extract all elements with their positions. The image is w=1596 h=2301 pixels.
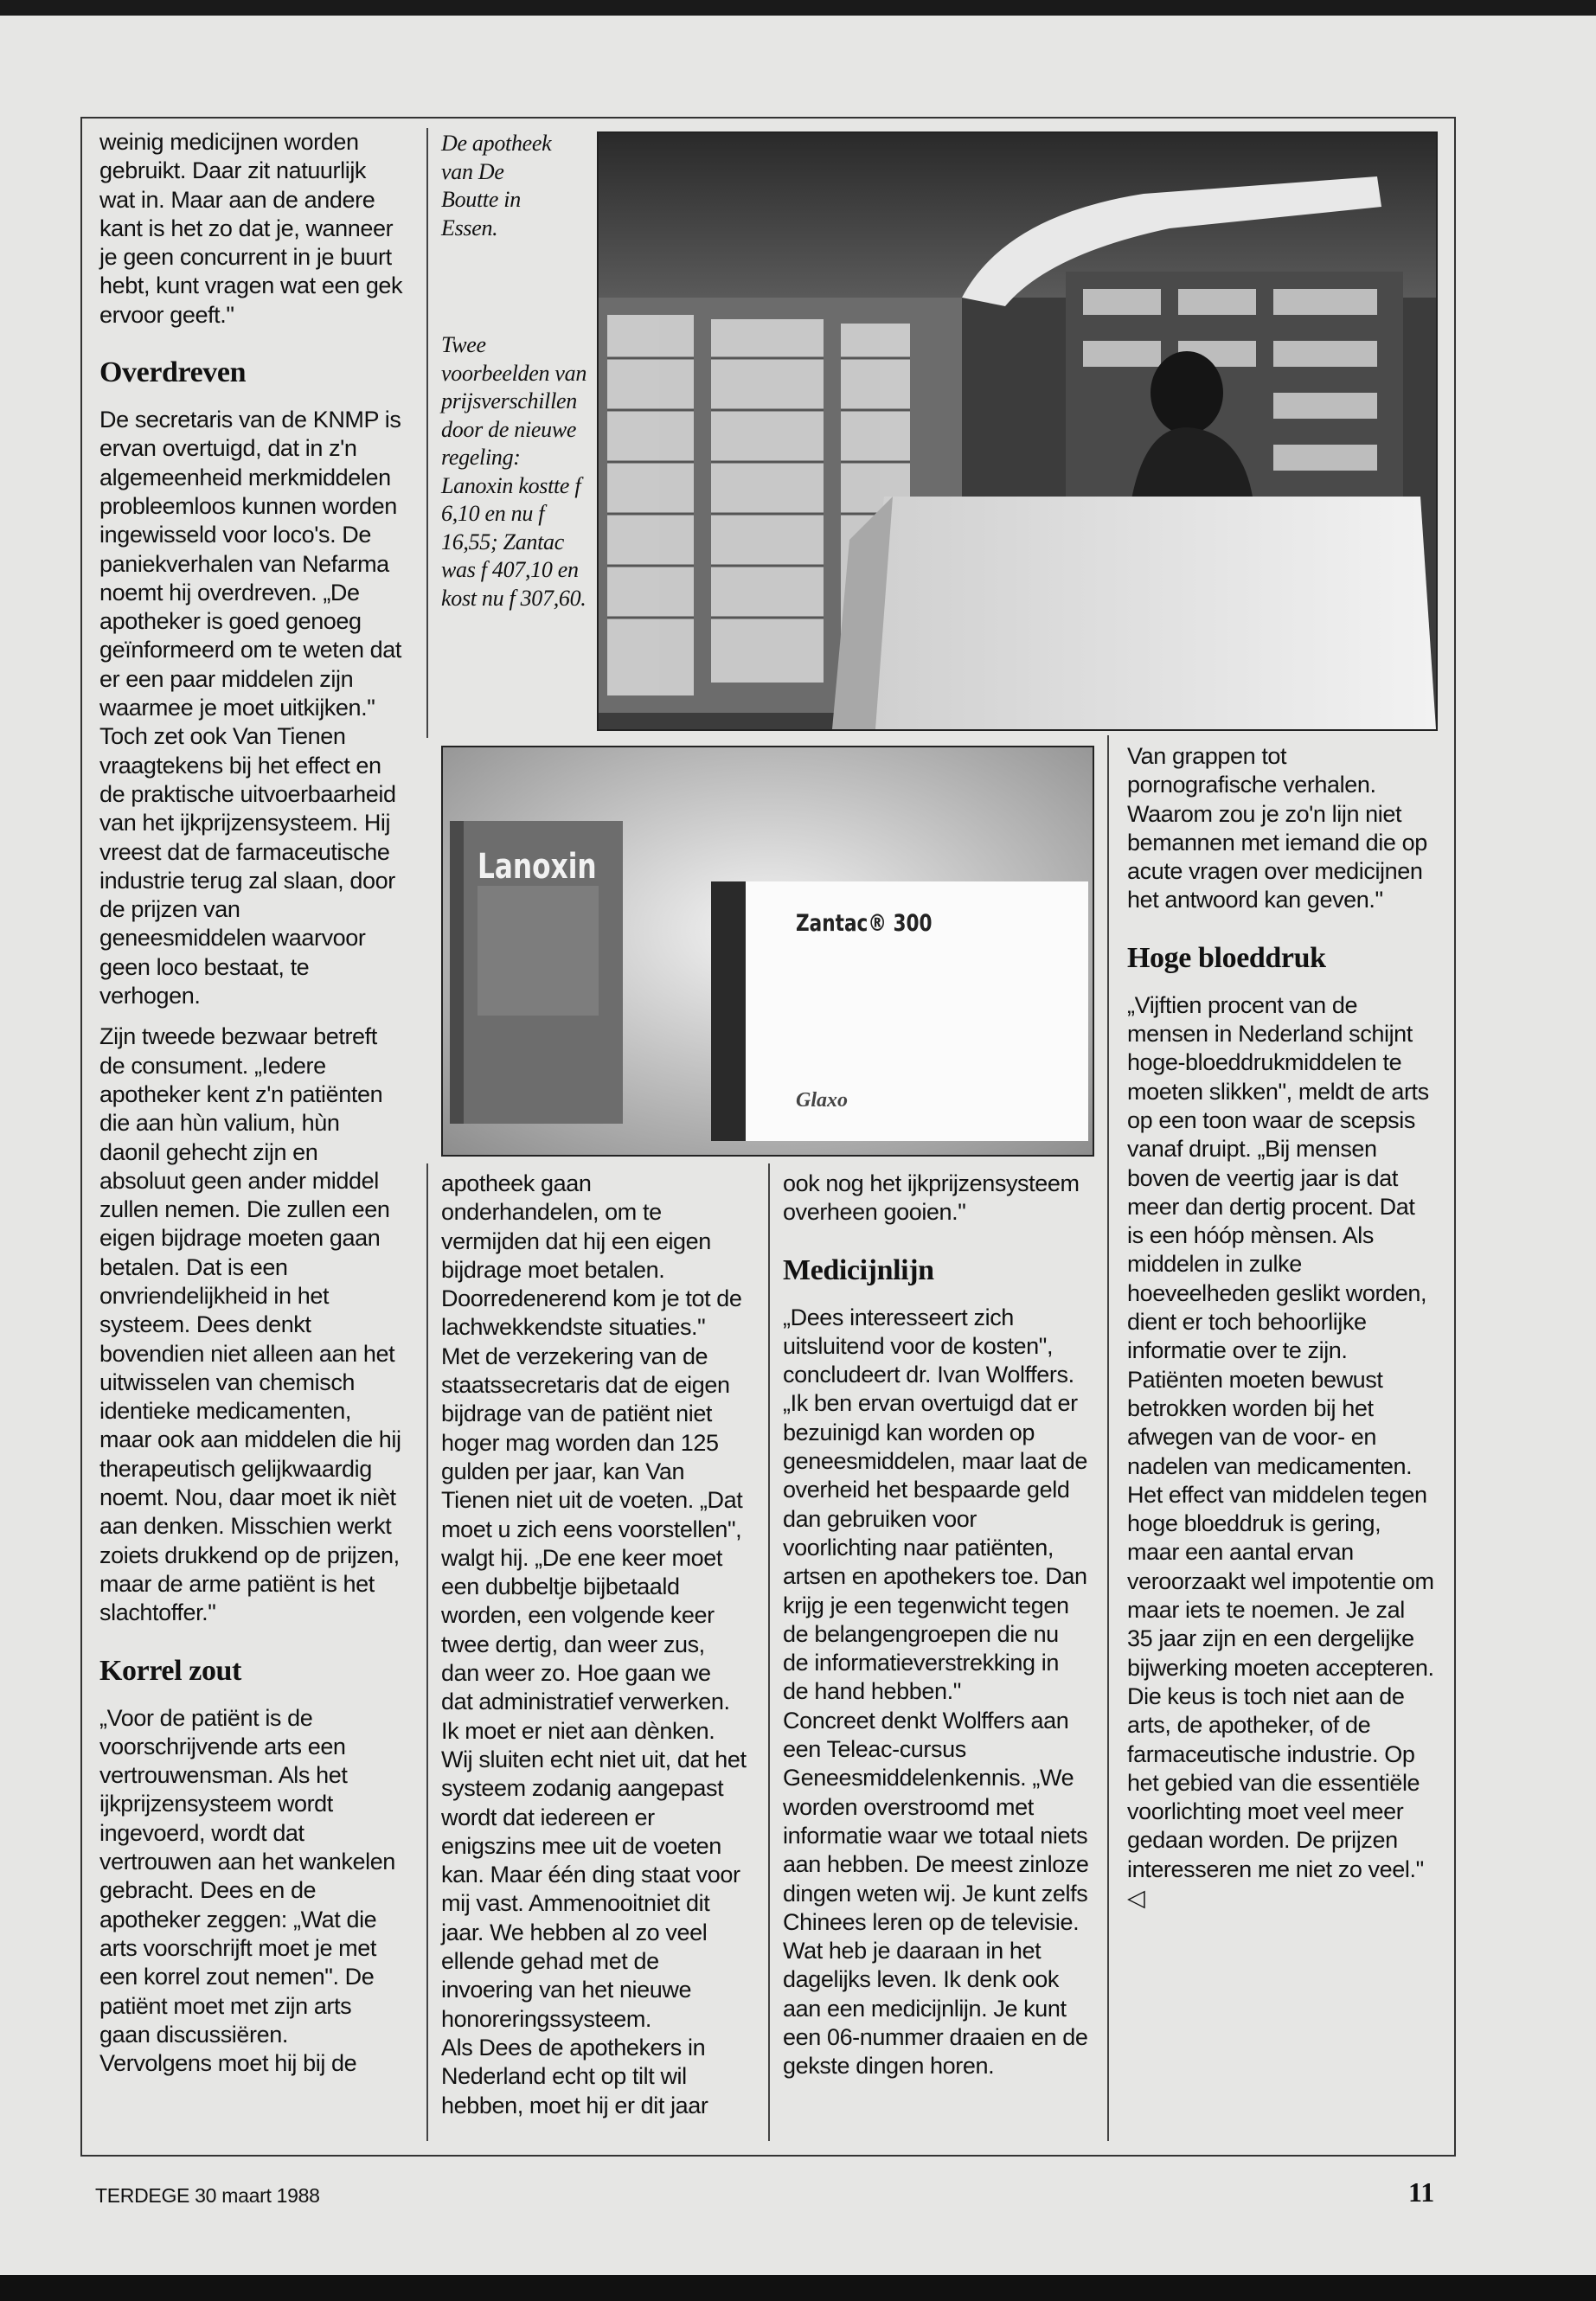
col4-p3: Patiënten moeten bewust betrokken worden bij het afwegen van de voor- en nadelen van medicamenten. Het effect van middelen tegen hoge bloeddruk is gering, maar een aantal ervan veroorzaakt wel impotentie om maar iets te noemen. Je zal 35 jaar zijn en een dergelijke bijwerking moeten accepteren. Die keus is toch niet aan de arts, de apotheker, of de farmaceutische industrie. Op het gebied van die essentiële voorlichting moet veel meer gedaan worden. De prijzen interesseren me niet zo veel." ◁: [1127, 1366, 1434, 1911]
col1-overdreven-p2: Zijn tweede bezwaar betreft de consument. „Iedere apotheker kent z'n patiënten die aan hùn valium, hùn daonil gehecht zijn en absoluut geen ander middel zullen nemen. Die zullen een eigen bijdrage moeten gaan betalen. Dat is een onvriendelijkheid in het systeem. Dees denkt bovendien niet alleen aan het uitwisselen van chemisch identieke medicamenten, maar ook aan middelen die hij therapeutisch gelijkwaardig noemt. Nou, daar moet ik nièt aan denken. Misschien werkt zoiets drukkend op de prijzen, maar de arme patiënt is het slachtoffer.": [99, 1023, 401, 1626]
heading-overdreven: Overdreven: [99, 356, 247, 389]
col1-overdreven-p1: De secretaris van de KNMP is ervan overtuigd, dat in z'n algemeenheid merkmiddelen probleemloos kunnen worden ingewisseld voor loco's. De paniekverhalen van Nefarma noemt hij overdreven. „De apotheker is goed genoeg geïnformeerd om te weten dat er een paar middelen zijn waarmee je moet uitkijken." Toch zet ook Van Tienen vraagtekens bij het effect en de praktische uitvoerbaarheid van het ijkprijzensysteem. Hij vreest dat de farmaceutische industrie terug zal slaan, door de prijzen van geneesmiddelen waarvoor geen loco bestaat, te verhogen.: [99, 407, 402, 1009]
caption-pharmacy: De apotheek van De Boutte in Essen.: [441, 131, 552, 240]
column-1: [99, 128, 404, 2078]
column-3: [783, 1170, 1090, 2081]
col2-p3: Wij sluiten echt niet uit, dat het systeem zodanig aangepast wordt dat iedereen er enigszins mee uit de voeten kan. Maar één ding staat voor mij vast. Ammenooitniet dit jaar. We hebben al zo veel ellende gehad met de invoering van het nieuwe honoreringssysteem.: [441, 1746, 747, 2032]
caption-prices: Twee voorbeelden van prijsverschillen door de nieuwe regeling: Lanoxin kostte f 6,10 en nu f 16,55; Zantac was f 407,10 en kost nu f 307,60.: [441, 332, 587, 611]
glaxo-label: Glaxo: [796, 1089, 848, 1112]
bottom-edge-bar: [0, 2275, 1596, 2301]
heading-korrel-zout: Korrel zout: [99, 1654, 241, 1687]
pharmacy-interior-image: [599, 133, 1436, 729]
top-edge-bar: [0, 0, 1596, 16]
col2-p2: Met de verzekering van de staatssecretaris dat de eigen bijdrage van de patiënt niet hoger mag worden dan 125 gulden per jaar, kan Van Tienen niet uit de voeten. „Dat moet u zich eens voorstellen", walgt hij. „De ene keer moet een dubbeltje bijbetaald worden, een volgende keer twee dertig, dan weer zus, dan weer zo. Hoe gaan we dat administratief verwerken. Ik moet er niet aan dènken.: [441, 1343, 743, 1744]
col4-p2: „Vijftien procent van de mensen in Nederland schijnt hoge-bloeddrukmiddelen te moeten slikken", meldt de arts op een toon waar de scepsis vanaf druipt. „Bij mensen boven de veertig jaar is dat meer dan dertig procent. Dat is een hóóp mènsen. Als middelen in zulke hoeveelheden geslikt worden, dient er toch behoorlijke informatie over te zijn.: [1127, 991, 1429, 1364]
lanoxin-label: Lanoxin: [478, 847, 597, 887]
col1-intro: weinig medicijnen worden gebruikt. Daar zit natuurlijk wat in. Maar aan de andere kant is het zo dat je, wanneer je geen concurrent in je buurt hebt, kunt vragen wat een gek ervoor geeft.": [99, 129, 403, 328]
heading-medicijnlijn: Medicijnlijn: [783, 1253, 934, 1286]
page-number: 11: [1408, 2176, 1435, 2208]
pharmacy-photo: [597, 131, 1438, 731]
col1-korrel-p1: „Voor de patiënt is de voorschrijvende arts een vertrouwensman. Als het ijkprijzensysteem wordt ingevoerd, wordt dat vertrouwen aan het wankelen gebracht. Dees en de apotheker zeggen: „Wat die arts voorschrijft moet je met een korrel zout nemen". De patiënt moet met zijn arts gaan discussiëren. Vervolgens moet hij bij de: [99, 1704, 395, 2077]
col4-p1: Van grappen tot pornografische verhalen. Waarom zou je zo'n lijn niet bemannen met iemand die op acute vragen over medicijnen het antwoord kan geven.": [1127, 743, 1427, 913]
col3-p3: Concreet denkt Wolffers aan een Teleac-cursus Geneesmiddelenkennis. „We worden overstroomd met informatie waar we totaal niets aan hebben. De meest zinloze dingen weten wij. Je kunt zelfs Chinees leren op de televisie. Wat heb je daaraan in het dagelijks leven. Ik denk ook aan een medicijnlijn. Je kunt een 06-nummer draaien en de gekste dingen horen.: [783, 1707, 1089, 2080]
lanoxin-zantac-boxes-image: [443, 747, 1093, 1155]
col3-p2: „Dees interesseert zich uitsluitend voor de kosten", concludeert dr. Ivan Wolffers. „Ik ben ervan overtuigd dat er bezuinigd kan worden op geneesmiddelen, maar laat de overheid het bespaarde geld dan gebruiken voor voorlichting naar patiënten, artsen en apothekers toe. Dan krijg je een tegenwicht tegen de belangengroepen die nu de informatieverstrekking in de hand hebben.": [783, 1304, 1088, 1705]
col2-p1: apotheek gaan onderhandelen, om te vermijden dat hij een eigen bijdrage moet betalen. Doorredenerend kom je tot de lachwekkendste situaties.": [441, 1170, 742, 1341]
column-rule-1: [426, 128, 428, 738]
column-2: [441, 1170, 748, 2120]
products-photo: [441, 746, 1094, 1157]
col3-p1: ook nog het ijkprijzensysteem overheen gooien.": [783, 1170, 1080, 1226]
column-rule-3: [1107, 735, 1109, 2141]
column-4: [1127, 742, 1434, 1913]
zantac-label: Zantac® 300: [796, 910, 933, 937]
col2-p4: Als Dees de apothekers in Nederland echt op tilt wil hebben, moet hij er dit jaar: [441, 2034, 708, 2118]
column-rule-2: [768, 1163, 770, 2141]
heading-hoge-bloeddruk: Hoge bloeddruk: [1127, 941, 1326, 974]
column-rule-1b: [426, 1163, 428, 2141]
footer-publication: TERDEGE 30 maart 1988: [95, 2184, 320, 2207]
